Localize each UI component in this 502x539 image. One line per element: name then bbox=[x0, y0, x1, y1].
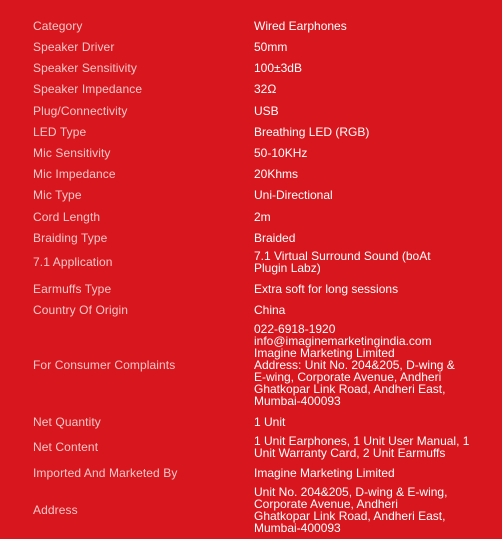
spec-label: Category bbox=[33, 19, 83, 33]
spec-row-braiding-type bbox=[0, 231, 502, 245]
spec-value: 2m bbox=[254, 210, 271, 224]
spec-row-speaker-sensitivity bbox=[0, 61, 502, 75]
spec-row-mic-type bbox=[0, 188, 502, 202]
spec-row-led-type bbox=[0, 125, 502, 139]
spec-label: Braiding Type bbox=[33, 231, 108, 245]
spec-value: 50mm bbox=[254, 40, 288, 54]
spec-label: Earmuffs Type bbox=[33, 282, 112, 296]
spec-row-imported-by bbox=[0, 466, 502, 480]
spec-row-net-content bbox=[0, 434, 502, 460]
spec-value: 1 Unit bbox=[254, 415, 286, 429]
spec-label: Speaker Impedance bbox=[33, 82, 143, 96]
spec-label: 7.1 Application bbox=[33, 255, 113, 269]
spec-label: LED Type bbox=[33, 125, 87, 139]
spec-row-7-1-application bbox=[0, 249, 502, 275]
spec-value: Imagine Marketing Limited bbox=[254, 466, 395, 480]
spec-label: Country Of Origin bbox=[33, 303, 129, 317]
spec-value: 7.1 Virtual Surround Sound (boAt Plugin Labz) bbox=[254, 249, 431, 275]
spec-label: Net Quantity bbox=[33, 415, 101, 429]
spec-row-cord-length bbox=[0, 210, 502, 224]
spec-row-speaker-driver bbox=[0, 40, 502, 54]
spec-label: Imported And Marketed By bbox=[33, 466, 178, 480]
spec-label: For Consumer Complaints bbox=[33, 358, 176, 372]
spec-label: Mic Type bbox=[33, 188, 82, 202]
spec-row-plug-connectivity bbox=[0, 104, 502, 118]
spec-value: Unit No. 204&205, D-wing & E-wing, Corporate Avenue, Andheri Ghatkopar Link Road, Andheri East, Mumbai-400093 bbox=[254, 485, 448, 535]
spec-value: 1 Unit Earphones, 1 Unit User Manual, 1 Unit Warranty Card, 2 Unit Earmuffs bbox=[254, 434, 470, 460]
spec-value: Braided bbox=[254, 231, 296, 245]
spec-row-net-quantity bbox=[0, 415, 502, 429]
spec-value: 100±3dB bbox=[254, 61, 302, 75]
spec-value: 50-10KHz bbox=[254, 146, 308, 160]
spec-label: Mic Impedance bbox=[33, 167, 116, 181]
spec-label: Net Content bbox=[33, 440, 99, 454]
spec-row-consumer-complaints bbox=[0, 322, 502, 408]
spec-value: Extra soft for long sessions bbox=[254, 282, 399, 296]
spec-row-mic-impedance bbox=[0, 167, 502, 181]
spec-value: 20Khms bbox=[254, 167, 299, 181]
spec-row-country-of-origin bbox=[0, 303, 502, 317]
spec-value: Wired Earphones bbox=[254, 19, 347, 33]
spec-row-address bbox=[0, 485, 502, 535]
spec-row-mic-sensitivity bbox=[0, 146, 502, 160]
spec-label: Mic Sensitivity bbox=[33, 146, 111, 160]
spec-value: Uni-Directional bbox=[254, 188, 333, 202]
spec-value: 32Ω bbox=[254, 82, 277, 96]
spec-row-category bbox=[0, 19, 502, 33]
spec-label: Cord Length bbox=[33, 210, 101, 224]
spec-value: Breathing LED (RGB) bbox=[254, 125, 370, 139]
spec-value: USB bbox=[254, 104, 279, 118]
spec-row-earmuffs-type bbox=[0, 282, 502, 296]
spec-value: 022-6918-1920 info@imaginemarketingindia.com Imagine Marketing Limited Address: Unit No. 204&205, D-wing & E-wing, Corporate Avenue, Andheri Ghatkopar Link Road, Andheri East, Mumbai-400093 bbox=[254, 322, 455, 408]
spec-row-speaker-impedance bbox=[0, 82, 502, 96]
spec-label: Speaker Sensitivity bbox=[33, 61, 137, 75]
spec-value: China bbox=[254, 303, 286, 317]
spec-label: Address bbox=[33, 503, 78, 517]
spec-label: Plug/Connectivity bbox=[33, 104, 128, 118]
spec-label: Speaker Driver bbox=[33, 40, 115, 54]
